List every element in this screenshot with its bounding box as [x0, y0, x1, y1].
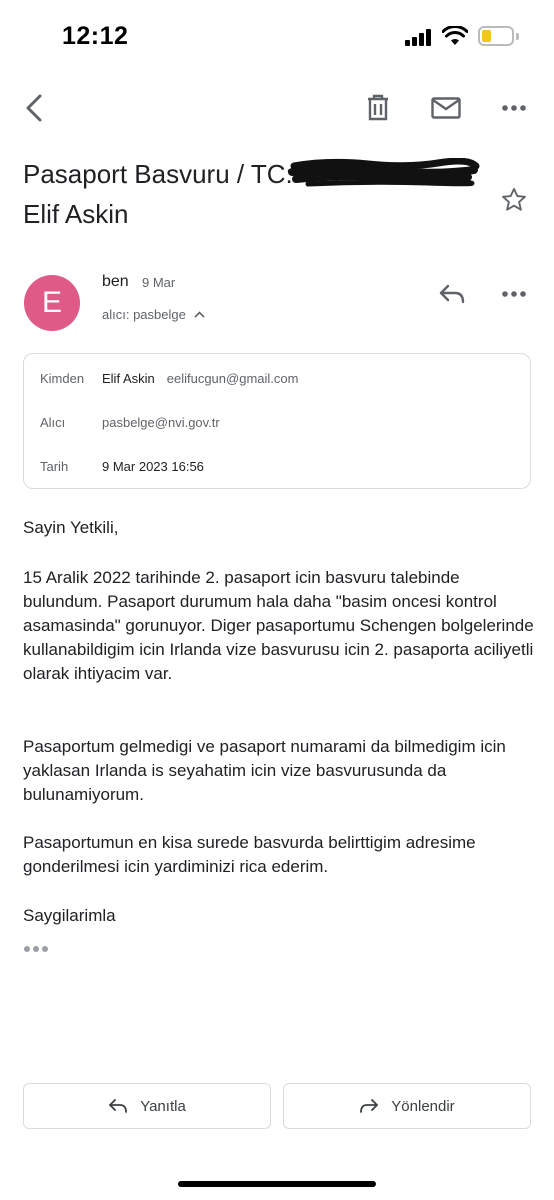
from-name: Elif Askin	[102, 371, 155, 386]
reply-button[interactable]	[23, 1083, 271, 1129]
detail-to-row	[40, 415, 220, 430]
forward-icon	[359, 1099, 379, 1113]
forward-button[interactable]	[283, 1083, 531, 1129]
chevron-up-icon	[194, 311, 205, 318]
mark-unread-button[interactable]	[426, 86, 466, 130]
forward-label: Yönlendir	[391, 1097, 455, 1115]
more-horiz-icon	[502, 105, 526, 111]
from-label: Kimden	[40, 371, 85, 386]
status-time: 12:12	[62, 22, 129, 50]
status-bar	[0, 0, 554, 70]
reply-label: Yanıtla	[140, 1097, 186, 1115]
recipient-text: alıcı: pasbelge	[102, 307, 186, 322]
email-toolbar	[0, 80, 554, 136]
show-trimmed-content-button[interactable]	[24, 946, 48, 952]
battery-icon	[478, 26, 514, 46]
redaction-scribble	[288, 158, 480, 188]
sender-avatar[interactable]: E	[24, 275, 80, 331]
subject-line-2: Elif Askin	[23, 199, 129, 229]
trash-icon	[366, 94, 390, 122]
wifi-icon	[442, 26, 468, 46]
body-greeting: Sayin Yetkili,	[23, 518, 119, 537]
body-paragraph-3: Pasaportumun en kisa surede basvurda belirttigim adresime gonderilmesi icin yardiminizi rica ederim.	[23, 833, 476, 876]
body-paragraph-1: 15 Aralik 2022 tarihinde 2. pasaport icin basvuru talebinde bulundum. Pasaport durumum hala daha "basim oncesi kontrol asamasinda" gorunuyor. Diger pasaportumu Schengen bolgelerinde kullanabildigim icin Irlanda vize basvurusu icin 2. pasaporta aciliyetli olarak ihtiyacim var.	[23, 568, 534, 683]
detail-date-row	[40, 459, 204, 474]
reply-icon	[438, 284, 466, 304]
star-button[interactable]	[496, 182, 532, 218]
more-horiz-icon	[502, 291, 526, 297]
back-arrow-icon	[23, 93, 45, 123]
sender-name: ben	[102, 273, 129, 290]
date-label: Tarih	[40, 459, 69, 474]
back-button[interactable]	[14, 86, 54, 130]
home-indicator[interactable]	[178, 1181, 376, 1187]
to-email[interactable]: pasbelge@nvi.gov.tr	[102, 415, 220, 430]
to-label: Alıcı	[40, 415, 66, 430]
reply-button-header[interactable]	[432, 274, 472, 314]
body-closing: Saygilarimla	[23, 906, 116, 925]
sender-date: 9 Mar	[142, 275, 176, 290]
from-email[interactable]: eelifucgun@gmail.com	[166, 371, 299, 386]
star-icon	[500, 186, 528, 214]
message-details-card	[23, 353, 531, 489]
delete-button[interactable]	[358, 86, 398, 130]
recipient-toggle[interactable]	[102, 307, 205, 322]
date-value: 9 Mar 2023 16:56	[102, 459, 204, 474]
subject-line-1: Pasaport Basvuru / TC:	[23, 159, 293, 189]
more-options-button[interactable]	[494, 86, 534, 130]
body-paragraph-2: Pasaportum gelmedigi ve pasaport numarami da bilmedigim icin yaklasan Irlanda is seyahatim icin vize basvurusunda da bulunamiyorum.	[23, 737, 506, 804]
reply-icon	[108, 1099, 128, 1113]
message-more-button[interactable]	[494, 274, 534, 314]
detail-from-row	[40, 371, 298, 386]
mail-icon	[431, 97, 461, 119]
cellular-signal-icon	[405, 28, 433, 46]
